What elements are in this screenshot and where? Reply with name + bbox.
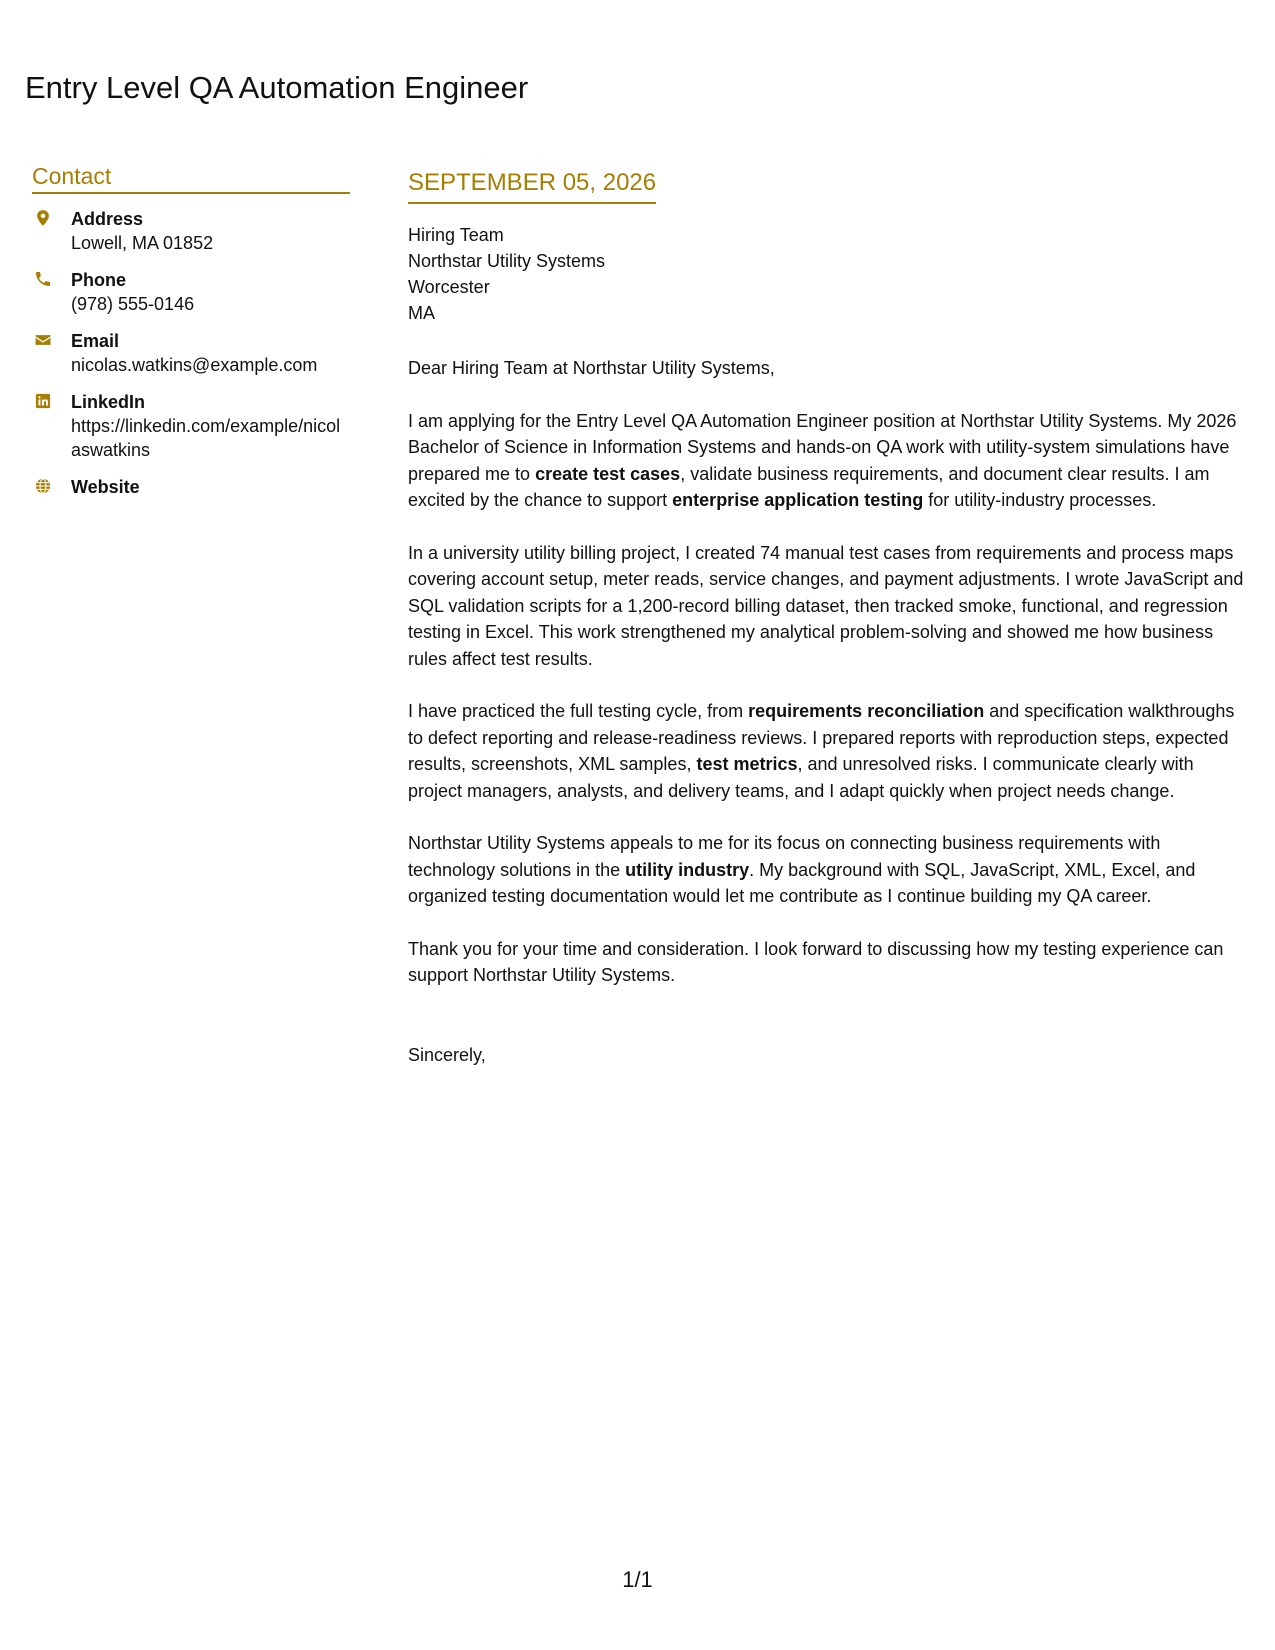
contact-list: [32, 207, 350, 499]
contact-label-linkedin: LinkedIn: [71, 392, 146, 412]
emphasis-text: create test cases: [535, 463, 681, 484]
recipient-line: Northstar Utility Systems: [408, 251, 606, 271]
paragraph-text: Thank you for your time and consideration. I look forward to discussing how my testing experience can support Northstar Utility Systems.: [408, 938, 1224, 985]
contact-label-address: Address: [71, 209, 144, 229]
recipient-address: [408, 222, 1250, 326]
emphasis-text: test metrics: [696, 754, 798, 774]
paragraph-text: , validate business requirements, and document clear results. I am excited by the chance to support: [408, 463, 1210, 510]
phone-value: (978) 555-0146: [71, 294, 195, 314]
contact-sidebar: [32, 162, 350, 512]
recipient-line: Hiring Team: [408, 225, 504, 245]
paragraph-text: Northstar Utility Systems appeals to me for its focus on connecting business requirements with technology solutions in the: [408, 833, 1161, 880]
paragraph-text: In a university utility billing project, I created 74 manual test cases from requirements and process maps covering account setup, meter reads, service changes, and payment adjustments. I wrote JavaScript and SQL validation scripts for a 1,200-record billing dataset, then tracked smoke, functional, and regression testing in Excel. This work strengthened my analytical problem-solving and showed me how business rules affect test results.: [408, 542, 1244, 669]
emphasis-text: utility industry: [625, 859, 750, 880]
email-link[interactable]: nicolas.watkins@example.com: [71, 355, 318, 375]
contact-item-website: [32, 475, 350, 499]
letter-paragraph-4: [408, 830, 1250, 910]
globe-icon: [34, 477, 52, 495]
recipient-line: MA: [408, 303, 435, 323]
contact-item-phone: [32, 268, 350, 316]
letter-paragraph-2: [408, 540, 1250, 673]
letter-paragraph-3: [408, 698, 1250, 804]
letter-date: SEPTEMBER 05, 2026: [408, 168, 656, 204]
cover-letter: [408, 168, 1250, 1068]
paragraph-text: I have practiced the full testing cycle, from: [408, 701, 749, 721]
emphasis-text: enterprise application testing: [672, 490, 924, 510]
paragraph-text: . My background with SQL, JavaScript, XML, Excel, and organized testing documentation would let me contribute as I continue building my QA career.: [408, 859, 1196, 906]
emphasis-text: requirements reconciliation: [748, 701, 985, 721]
page-title: Entry Level QA Automation Engineer: [25, 70, 529, 105]
paragraph-text: for utility-industry processes.: [923, 490, 1157, 510]
contact-item-address: [32, 207, 350, 255]
paragraph-text: , and unresolved risks. I communicate clearly with project managers, analysts, and delivery teams, and I adapt quickly when project needs change.: [408, 754, 1194, 801]
letter-paragraph-5: [408, 936, 1250, 989]
paragraph-text: I am applying for the Entry Level QA Automation Engineer position at Northstar Utility Systems. My 2026 Bachelor of Science in Information Systems and hands-on QA work with utility-system simulations have prepared me to: [408, 410, 1237, 484]
recipient-line: Worcester: [408, 277, 490, 297]
address-value: Lowell, MA 01852: [71, 233, 214, 253]
contact-label-website: Website: [71, 477, 140, 497]
linkedin-link[interactable]: https://linkedin.com/example/nicolaswatkins: [71, 416, 341, 460]
phone-icon: [34, 270, 52, 288]
contact-label-phone: Phone: [71, 270, 127, 290]
salutation: Dear Hiring Team at Northstar Utility Systems,: [408, 358, 775, 378]
linkedin-icon: [34, 392, 52, 410]
letter-paragraph-1: [408, 408, 1250, 514]
contact-heading: Contact: [32, 162, 350, 194]
contact-label-email: Email: [71, 331, 120, 351]
paragraph-text: and specification walkthroughs to defect reporting and release-readiness reviews. I prepared reports with reproduction steps, expected results, screenshots, XML samples,: [408, 701, 1235, 774]
page-number: 1/1: [622, 1567, 653, 1592]
envelope-icon: [34, 331, 52, 349]
map-pin-icon: [34, 209, 52, 227]
contact-item-linkedin: [32, 390, 350, 462]
contact-item-email: [32, 329, 350, 377]
closing: Sincerely,: [408, 1044, 486, 1065]
